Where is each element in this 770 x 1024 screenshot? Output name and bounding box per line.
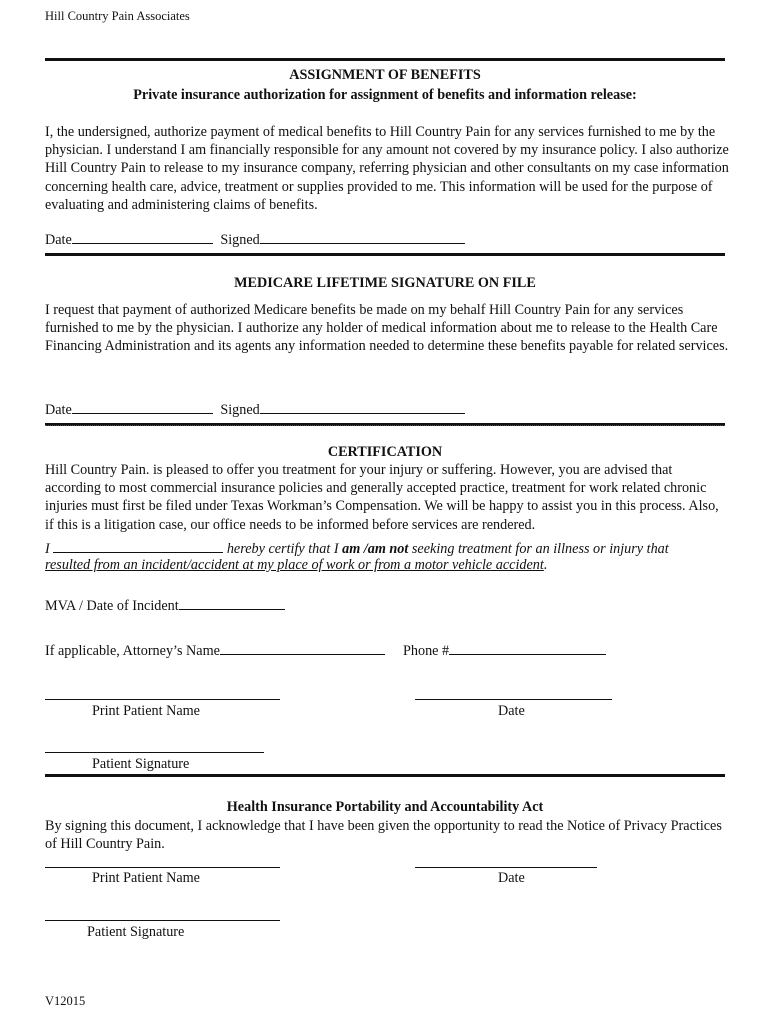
section-divider	[45, 58, 725, 61]
mva-date-field[interactable]	[45, 596, 285, 615]
date-label: Date	[45, 402, 72, 418]
date-label: Date	[498, 703, 525, 719]
section-divider	[45, 253, 725, 256]
statement-line2: resulted from an incident/accident at my place of work or from a motor vehicle accident	[45, 557, 544, 573]
assignment-body: I, the undersigned, authorize payment of medical benefits to Hill Country Pain for any services furnished to me by the physician. I understand I am financially responsible for any amount not covered by my insurance policy. I also authorize Hill Country Pain to release to my insurance company, referring physician and other consultants on my case information concerning health care, advice, treatment or supplies provided to me. This information will be used for the purpose of evaluating and administering claims of benefits.	[45, 124, 729, 213]
section-divider	[45, 423, 725, 426]
form-version: V12015	[45, 994, 86, 1008]
date-label: Date	[498, 870, 525, 886]
date-blank[interactable]	[72, 230, 213, 244]
print-name-label: Print Patient Name	[92, 703, 200, 719]
date-blank[interactable]	[72, 400, 213, 414]
practice-name: Hill Country Pain Associates	[45, 9, 190, 23]
assignment-subtitle: Private insurance authorization for assignment of benefits and information release:	[133, 87, 637, 103]
medicare-date-field[interactable]	[45, 400, 465, 419]
print-name-line[interactable]	[45, 699, 280, 700]
certification-statement	[45, 539, 669, 558]
certification-body: Hill Country Pain. is pleased to offer you treatment for your injury or suffering. However, you are advised that according to most commercial insurance policies and generally accepted practice, treatment for work related chronic injuries must first be filed under Texas Workman’s Compensation. We will be happy to assist you in this process. Also, if this is a litigation case, our office needs to be informed before services are rendered.	[45, 462, 719, 533]
attorney-blank[interactable]	[220, 641, 385, 655]
print-name-label: Print Patient Name	[92, 870, 200, 886]
assignment-date-field[interactable]	[45, 230, 465, 249]
statement-end: seeking treatment for an illness or injury that	[408, 541, 669, 557]
certification-title: CERTIFICATION	[327, 444, 443, 460]
signature-label: Patient Signature	[87, 924, 185, 940]
print-name-line[interactable]	[45, 867, 280, 868]
hipaa-body: By signing this document, I acknowledge that I have been given the opportunity to read the Notice of Privacy Practices of Hill Country Pain.	[45, 818, 722, 853]
signed-label: Signed	[220, 232, 260, 248]
signed-blank[interactable]	[260, 400, 465, 414]
phone-field[interactable]	[403, 641, 606, 660]
signature-line[interactable]	[45, 752, 264, 753]
attorney-label: If applicable, Attorney’s Name	[45, 643, 220, 659]
statement-i: I	[45, 541, 50, 557]
hipaa-title: Health Insurance Portability and Accountability Act	[226, 799, 544, 815]
signed-blank[interactable]	[260, 230, 465, 244]
statement-mid: hereby certify that I	[223, 541, 343, 557]
statement-period: .	[543, 557, 548, 573]
mva-label: MVA / Date of Incident	[45, 598, 179, 614]
mva-blank[interactable]	[179, 596, 285, 610]
attorney-field[interactable]	[45, 641, 385, 660]
date-label: Date	[45, 232, 72, 248]
date-line[interactable]	[415, 699, 612, 700]
medicare-body: I request that payment of authorized Medicare benefits be made on my behalf Hill Country Pain for any services furnished to me by the physician. I authorize any holder of medical information about me to release to the Health Care Financing Administration and its agents any information needed to determine these benefits payable for related services.	[45, 302, 729, 355]
signature-line[interactable]	[45, 920, 280, 921]
statement-am-am-not: am /am not	[342, 541, 409, 557]
certification-statement-line2	[45, 557, 547, 574]
phone-label: Phone #	[403, 643, 450, 659]
date-line[interactable]	[415, 867, 597, 868]
phone-blank[interactable]	[449, 641, 606, 655]
assignment-title: ASSIGNMENT OF BENEFITS	[289, 67, 481, 83]
section-divider	[45, 774, 725, 777]
signed-label: Signed	[220, 402, 260, 418]
medicare-title: MEDICARE LIFETIME SIGNATURE ON FILE	[234, 275, 536, 291]
signature-label: Patient Signature	[92, 756, 190, 772]
patient-name-blank[interactable]	[53, 539, 223, 553]
